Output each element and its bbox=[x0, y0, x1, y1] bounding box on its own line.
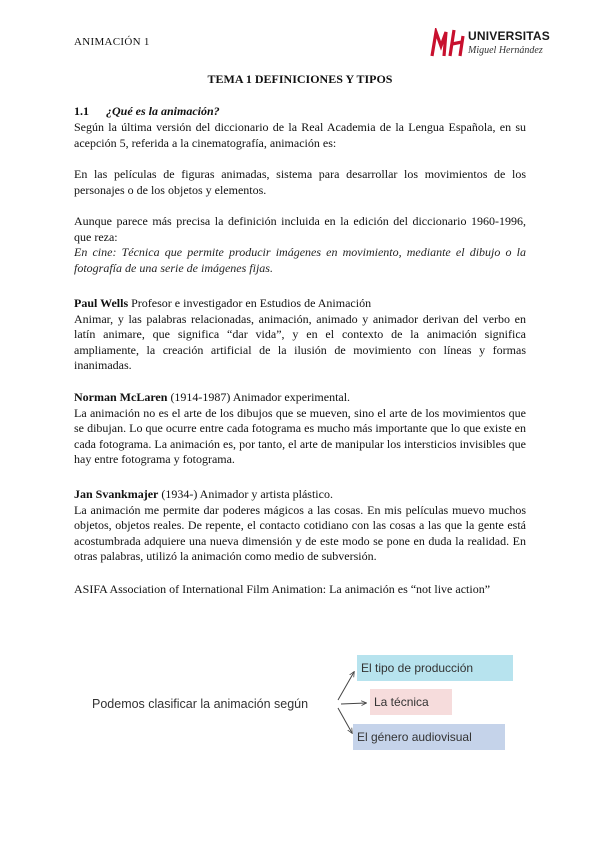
box-tipo-produccion: El tipo de producción bbox=[357, 655, 513, 681]
diagram-root-label: Podemos clasificar la animación según bbox=[92, 697, 309, 711]
author-name-mclaren: Norman McLaren bbox=[74, 390, 168, 404]
paragraph-asifa: ASIFA Association of International Film Animation: La animación es “not live action” bbox=[74, 582, 491, 596]
box-genero-audiovisual: El género audiovisual bbox=[353, 724, 505, 750]
arrow-to-tecnica bbox=[341, 703, 366, 704]
author-role-wells: Profesor e investigador en Estudios de Animación bbox=[131, 296, 372, 310]
course-header: ANIMACIÓN 1 bbox=[74, 36, 150, 48]
logo-name-text: Miguel Hernández bbox=[468, 45, 543, 56]
logo-university-text: UNIVERSITAS bbox=[468, 29, 550, 43]
older-definition-quote: En cine: Técnica que permite producir imágenes en movimiento, mediante el dibujo o la fotografía de una serie de imágenes fijas. bbox=[74, 245, 526, 275]
arrow-to-produccion bbox=[338, 672, 354, 700]
section-number: 1.1 bbox=[74, 104, 89, 118]
author-text-mclaren: La animación no es el arte de los dibujos que se mueven, sino el arte de los movimientos que se dibujan. Lo que ocurre entre cada fotograma es mucho más importante que lo que existe en cada fotograma. La animación es, por tanto, el arte de manipular los intersticios invisibles que hay entre fotograma y fotograma. bbox=[74, 405, 526, 466]
author-name-wells: Paul Wells bbox=[74, 296, 129, 310]
author-text-svankmajer: La animación me permite dar poderes mágicos a las cosas. En mis películas muevo muchos objetos, objetos reales. De repente, el contacto cotidiano con las cosas a las que la gente está acostumbrada adquiere una nueva dimensión y de este modo se pone en duda la realidad. En otras palabras, utilizó la animación como medio de subversión. bbox=[74, 502, 526, 563]
arrow-to-genero bbox=[338, 708, 352, 733]
page-title: TEMA 1 DEFINICIONES Y TIPOS bbox=[207, 72, 393, 86]
author-text-wells: Animar, y las palabras relacionadas, animación, animado y animador derivan del verbo en latín animare, que significa “dar vida”, y en el contexto de la animación significa ampliamente, la creación artificial de la ilusión de movimiento con líneas y formas inanimadas. bbox=[74, 311, 526, 372]
author-role-svankmajer: (1934-) Animador y artista plástico. bbox=[161, 487, 333, 501]
paragraph-intro: Según la última versión del diccionario de la Real Academia de la Lengua Española, en su acepción 5, referida a la cinematografía, animación es: bbox=[74, 120, 526, 150]
box-tecnica: La técnica bbox=[370, 689, 452, 715]
older-definition-lead: Aunque parece más precisa la definición incluida en la edición del diccionario 1960-1996, que reza: bbox=[74, 214, 526, 244]
author-name-svankmajer: Jan Svankmajer bbox=[74, 487, 159, 501]
author-role-mclaren: (1914-1987) Animador experimental. bbox=[170, 390, 351, 404]
paragraph-definition: En las películas de figuras animadas, sistema para desarrollar los movimientos de los personajes o de los objetos y elementos. bbox=[74, 167, 526, 197]
section-title: ¿Qué es la animación? bbox=[106, 104, 220, 118]
